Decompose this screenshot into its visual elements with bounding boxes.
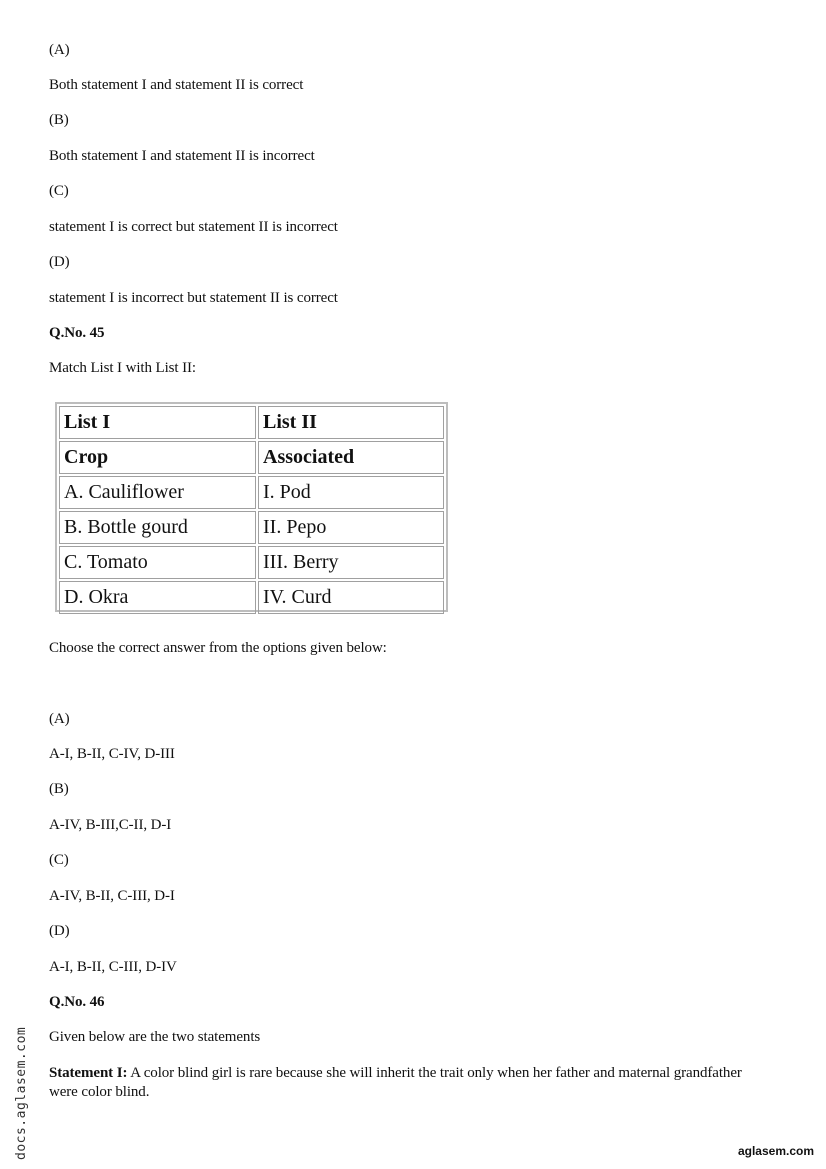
table-cell: II. Pepo <box>258 511 444 544</box>
corner-watermark: aglasem.com <box>737 1144 814 1158</box>
table-row <box>59 546 444 579</box>
table-row <box>59 511 444 544</box>
question-number: Q.No. 45 <box>49 325 105 341</box>
table-subheader-row <box>59 441 444 474</box>
table-cell: B. Bottle gourd <box>59 511 256 544</box>
option-text: Both statement I and statement II is incorrect <box>49 148 315 164</box>
table-row <box>59 476 444 509</box>
statement-1 <box>49 1064 769 1102</box>
option-label: (C) <box>49 183 69 199</box>
table-row <box>59 581 444 614</box>
question-prompt: Match List I with List II: <box>49 360 196 376</box>
option-text: A-I, B-II, C-III, D-IV <box>49 959 177 975</box>
option-label: (A) <box>49 42 70 58</box>
table-cell: D. Okra <box>59 581 256 614</box>
statement-label: Statement I: <box>49 1065 128 1081</box>
option-label: (D) <box>49 923 70 939</box>
table-cell: III. Berry <box>258 546 444 579</box>
option-label: (B) <box>49 112 69 128</box>
side-watermark: docs.aglasem.com <box>14 1026 29 1160</box>
question-number: Q.No. 46 <box>49 994 105 1010</box>
table-header-cell: List II <box>258 406 444 439</box>
option-label: (D) <box>49 254 70 270</box>
option-text: statement I is incorrect but statement II is correct <box>49 290 338 306</box>
option-text: statement I is correct but statement II is incorrect <box>49 219 338 235</box>
table-header-cell: List I <box>59 406 256 439</box>
option-text: A-IV, B-II, C-III, D-I <box>49 888 175 904</box>
option-label: (A) <box>49 711 70 727</box>
table-cell: A. Cauliflower <box>59 476 256 509</box>
statement-text: A color blind girl is rare because she will inherit the trait only when her father and maternal grandfather were color blind. <box>49 1065 742 1100</box>
option-text: A-I, B-II, C-IV, D-III <box>49 746 175 762</box>
option-label: (B) <box>49 781 69 797</box>
question-instruction: Choose the correct answer from the options given below: <box>49 640 387 656</box>
option-text: A-IV, B-III,C-II, D-I <box>49 817 172 833</box>
table-subheader-cell: Associated <box>258 441 444 474</box>
table-subheader-cell: Crop <box>59 441 256 474</box>
table-cell: I. Pod <box>258 476 444 509</box>
option-text: Both statement I and statement II is correct <box>49 77 304 93</box>
match-table <box>55 402 448 612</box>
table-header-row <box>59 406 444 439</box>
table-cell: IV. Curd <box>258 581 444 614</box>
option-label: (C) <box>49 852 69 868</box>
table-cell: C. Tomato <box>59 546 256 579</box>
question-intro: Given below are the two statements <box>49 1029 261 1045</box>
